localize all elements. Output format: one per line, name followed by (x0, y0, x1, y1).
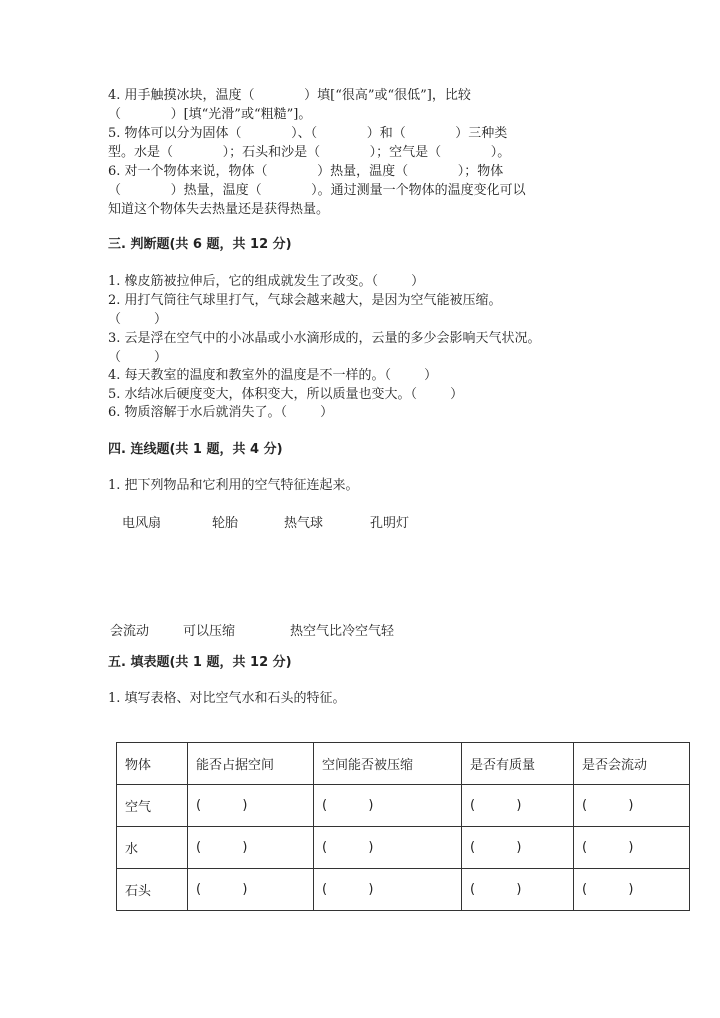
judge-line: （ ） (108, 350, 168, 365)
answer-cell[interactable]: ( ) (188, 785, 314, 827)
answer-cell[interactable]: ( ) (314, 869, 462, 911)
q4-line2: （ ）[填“光滑”或“粗糙”]。 (108, 107, 312, 122)
table-row (117, 785, 690, 827)
comparison-table (116, 742, 690, 911)
judge-line: 4. 每天教室的温度和教室外的温度是不一样的。（ ） (108, 368, 438, 383)
q6-line1: 6. 对一个物体来说，物体（ ）热量，温度（ ）；物体 (108, 164, 504, 179)
match-question: 1. 把下列物品和它利用的空气特征连起来。 (108, 478, 359, 493)
table-row (117, 827, 690, 869)
q6-line3: 知道这个物体失去热量还是获得热量。 (108, 202, 330, 217)
judge-line: 5. 水结冰后硬度变大，体积变大，所以质量也变大。（ ） (108, 387, 464, 402)
table-header: 能否占据空间 (188, 743, 314, 785)
q6-line2: （ ）热量，温度（ ）。通过测量一个物体的温度变化可以 (108, 183, 526, 198)
match-feature: 会流动 (110, 624, 150, 639)
answer-cell[interactable]: ( ) (574, 869, 690, 911)
table-header: 物体 (117, 743, 188, 785)
match-item: 轮胎 (212, 516, 239, 531)
q5-line1: 5. 物体可以分为固体（ ）、（ ）和（ ）三种类 (108, 126, 508, 141)
answer-cell[interactable]: ( ) (462, 827, 574, 869)
match-item: 电风扇 (122, 516, 162, 531)
judge-line: 2. 用打气筒往气球里打气，气球会越来越大，是因为空气能被压缩。 (108, 293, 502, 308)
answer-cell[interactable]: ( ) (314, 785, 462, 827)
judge-line: 3. 云是浮在空气中的小冰晶或小水滴形成的，云量的多少会影响天气状况。 (108, 331, 541, 346)
answer-cell[interactable]: ( ) (314, 827, 462, 869)
match-item: 孔明灯 (370, 516, 410, 531)
judge-line: 1. 橡皮筋被拉伸后，它的组成就发生了改变。（ ） (108, 274, 425, 289)
answer-cell[interactable]: ( ) (188, 827, 314, 869)
answer-cell[interactable]: ( ) (462, 869, 574, 911)
table-header: 空间能否被压缩 (314, 743, 462, 785)
table-cell: 水 (117, 827, 188, 869)
answer-cell[interactable]: ( ) (574, 827, 690, 869)
table-row (117, 869, 690, 911)
match-feature: 热空气比冷空气轻 (290, 624, 395, 639)
judge-line: 6. 物质溶解于水后就消失了。（ ） (108, 405, 334, 420)
answer-cell[interactable]: ( ) (188, 869, 314, 911)
q4-line1: 4. 用手触摸冰块，温度（ ）填[“很高”或“很低”]，比较 (108, 88, 471, 103)
section-heading-match: 四. 连线题(共 1 题，共 4 分) (108, 442, 283, 457)
table-header: 是否有质量 (462, 743, 574, 785)
section-heading-table: 五. 填表题(共 1 题，共 12 分) (108, 655, 292, 670)
match-item: 热气球 (284, 516, 324, 531)
table-header-row (117, 743, 690, 785)
table-cell: 空气 (117, 785, 188, 827)
table-header: 是否会流动 (574, 743, 690, 785)
table-cell: 石头 (117, 869, 188, 911)
table-question: 1. 填写表格、对比空气水和石头的特征。 (108, 691, 346, 706)
section-heading-judge: 三. 判断题(共 6 题，共 12 分) (108, 237, 292, 252)
answer-cell[interactable]: ( ) (574, 785, 690, 827)
answer-cell[interactable]: ( ) (462, 785, 574, 827)
match-feature: 可以压缩 (183, 624, 236, 639)
q5-line2: 型。水是（ ）；石头和沙是（ ）；空气是（ ）。 (108, 145, 511, 160)
judge-line: （ ） (108, 312, 168, 327)
